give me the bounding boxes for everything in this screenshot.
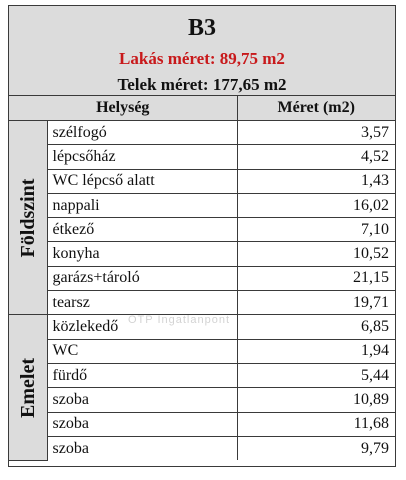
room-area: 7,10 <box>237 218 395 242</box>
room-area: 9,79 <box>237 436 395 460</box>
room-area: 19,71 <box>237 291 395 315</box>
room-area: 5,44 <box>237 363 395 387</box>
unit-code: B3 <box>187 15 216 41</box>
table-row <box>9 436 395 460</box>
table-row <box>9 193 395 217</box>
room-area: 16,02 <box>237 193 395 217</box>
room-name: közlekedő <box>47 315 237 339</box>
table-row <box>9 339 395 363</box>
room-name: garázs+tároló <box>47 266 237 290</box>
room-name: szoba <box>47 388 237 412</box>
table-row <box>9 218 395 242</box>
level-label: Földszint <box>16 178 39 258</box>
room-name: szoba <box>47 436 237 460</box>
room-name: szoba <box>47 412 237 436</box>
table-header-row <box>9 96 395 121</box>
unit-header <box>9 6 395 96</box>
watermark: OTP Ingatlanpont <box>128 314 231 326</box>
room-area: 1,43 <box>237 169 395 193</box>
room-name: étkező <box>47 218 237 242</box>
column-header-area: Méret (m2) <box>237 96 395 121</box>
flat-size: Lakás méret: 89,75 m2 <box>119 49 285 68</box>
table-row <box>9 242 395 266</box>
level-label: Emelet <box>16 357 39 418</box>
room-table <box>9 96 395 461</box>
room-name: WC lépcső alatt <box>47 169 237 193</box>
level-label-cell <box>9 121 47 315</box>
room-name: szélfogó <box>47 121 237 145</box>
room-schedule-sheet <box>8 5 396 467</box>
column-header-room: Helység <box>9 96 237 121</box>
table-row <box>9 291 395 315</box>
room-area: 21,15 <box>237 266 395 290</box>
level-label-cell <box>9 315 47 460</box>
room-area: 3,57 <box>237 121 395 145</box>
room-name: fürdő <box>47 363 237 387</box>
table-row <box>9 169 395 193</box>
plot-size: Telek méret: 177,65 m2 <box>117 75 287 94</box>
table-row <box>9 266 395 290</box>
room-name: konyha <box>47 242 237 266</box>
room-name: nappali <box>47 193 237 217</box>
table-row <box>9 363 395 387</box>
room-area: 4,52 <box>237 145 395 169</box>
room-name: lépcsőház <box>47 145 237 169</box>
table-row <box>9 145 395 169</box>
table-row <box>9 121 395 145</box>
table-row <box>9 412 395 436</box>
room-name: tearsz <box>47 291 237 315</box>
table-row <box>9 388 395 412</box>
room-area: 10,52 <box>237 242 395 266</box>
room-area: 11,68 <box>237 412 395 436</box>
room-area: 6,85 <box>237 315 395 339</box>
room-table-body <box>9 121 395 461</box>
room-area: 1,94 <box>237 339 395 363</box>
room-name: WC <box>47 339 237 363</box>
room-area: 10,89 <box>237 388 395 412</box>
